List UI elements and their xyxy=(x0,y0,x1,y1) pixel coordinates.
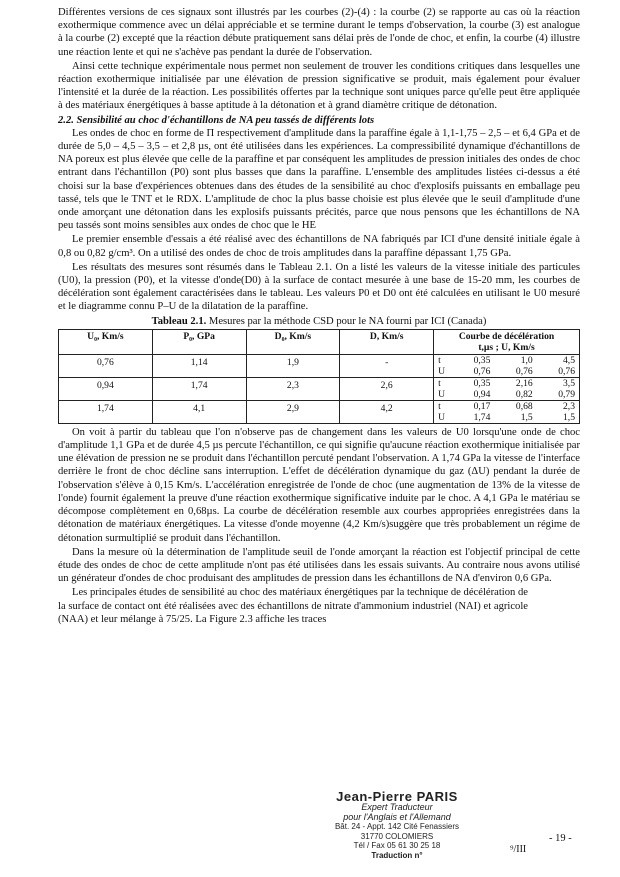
deceleration-value: 0,79 xyxy=(558,388,575,400)
page-number: - 19 - xyxy=(549,833,572,844)
deceleration-label: t xyxy=(438,400,441,412)
stamp-line: 31770 COLOMIERS xyxy=(360,831,434,841)
deceleration-value: 1,74 xyxy=(473,411,491,423)
stamp-line: Tél / Fax 05 61 30 25 18 xyxy=(353,841,441,850)
deceleration-value: 2,3 xyxy=(563,400,575,412)
cell-d: 4,2 xyxy=(340,400,434,423)
measurement-table xyxy=(58,329,580,424)
stamp-line: Traduction n° xyxy=(371,850,423,860)
deceleration-value: 1,5 xyxy=(520,411,533,423)
deceleration-label: t xyxy=(438,354,441,366)
deceleration-value: 0,76 xyxy=(515,365,533,377)
section-heading: 2.2. Sensibilité au choc d'échantillons de NA peu tassés de différents lots xyxy=(58,114,375,126)
deceleration-t-values xyxy=(438,355,575,366)
deceleration-label: t xyxy=(438,377,441,389)
deceleration-value: 3,5 xyxy=(563,377,575,389)
deceleration-label: U xyxy=(438,365,445,377)
deceleration-label: U xyxy=(438,388,445,400)
deceleration-t-values xyxy=(438,378,575,389)
translator-stamp xyxy=(302,791,492,860)
cell-d: 2,6 xyxy=(340,377,434,400)
deceleration-value: 1,5 xyxy=(563,411,575,423)
deceleration-u-values xyxy=(438,366,575,377)
cell-d: - xyxy=(340,354,434,377)
paragraph: On voit à partir du tableau que l'on n'observe pas de changement dans les valeurs de U0 lorsqu'une onde de choc d'amplitude 1,1 GPa et de durée 4,5 µs percute l'échantillon, ce qui signifie qu'aucune réaction exothermique initialisée par une élévation de pression ne se produit dans l'échantillon percuté pendant l'observation. A 1,74 GPa la vitesse de l'interface derrière le front de choc décline sans interruption. L'effet de décélération dynamique du gaz (ΔU) pendant la durée de l'observation s'élève à 0,15 Km/s. L'accélération enregistrée de l'onde de choc (une augmentation de 13% de la vitesse de l'onde) fournit également la preuve d'une réaction exothermique significative induite par le choc. A 4,1 GPa le matériau se décompose complètement en 0,68µs. La courbe de décélération resemble aux courbes appropriées enregistrées dans la détonation de matériaux énergétiques. La vitesse d'onde moyenne (4,2 Km/s)suggère que très probablement un régime de détonation surmultiplié se produit dans l'échantillon. xyxy=(58,426,580,544)
deceleration-label: U xyxy=(438,411,445,423)
header-deceleration xyxy=(434,329,580,354)
table-caption xyxy=(58,315,580,328)
handwritten-note: ⁹/III xyxy=(510,844,527,855)
stamp-line: Expert Traducteur xyxy=(361,802,433,812)
paragraph: Différentes versions de ces signaux sont illustrés par les courbes (2)-(4) : la courbe (2) se rapporte au cas où la réaction exothermique commence avec un délai appréciable et se termine durant le temps d'observation, la courbe (3) est analogue à la courbe (2) excepté que la réaction débute pratiquement sans délai près de l'onde de choc, et enfin, la courbe (4) illustre une réaction lente et qui ne s'achève pas pendant la durée de l'observation. xyxy=(58,7,580,58)
document-page xyxy=(58,6,580,627)
cell-d0: 2,9 xyxy=(246,400,340,423)
paragraph: Ainsi cette technique expérimentale nous permet non seulement de trouver les conditions critiques dans lesquelles une réaction exothermique initialisée par une élévation de pression significative se produit, mais également pour évaluer l'intensité et la durée de la réaction. Les possibilités offertes par la technique sont uniques parce qu'elle peut être appliquée à des matériaux énergétiques à basse aptitude à la détonation et à grand diamètre critique de détonation. xyxy=(58,60,580,112)
paragraph: Le premier ensemble d'essais a été réalisé avec des échantillons de NA fabriqués par ICI d'une densité initiale égale à 0,8 ou 0,82 g/cm³. On a utilisé des ondes de choc de trois amplitudes dans la paraffine dépassant 1,75 GPa. xyxy=(58,234,580,259)
header-deceleration-title: Courbe de décélération xyxy=(458,330,555,342)
stamp-name: Jean-Pierre PARIS xyxy=(336,789,458,804)
header-u0: U₀, Km/s xyxy=(59,329,153,354)
deceleration-value: 2,16 xyxy=(515,377,533,389)
table-caption-label: Tableau 2.1. xyxy=(151,315,207,327)
deceleration-value: 0,68 xyxy=(515,400,533,412)
cell-d0: 1,9 xyxy=(246,354,340,377)
table-row xyxy=(59,400,580,423)
deceleration-value: 0,76 xyxy=(558,365,575,377)
deceleration-value: 1,0 xyxy=(520,354,533,366)
paragraph: Dans la mesure où la détermination de l'amplitude seuil de l'onde amorçant la réaction est l'objectif principal de cette étude des ondes de choc de cette amplitude n'ont pas été utilisées dans les essais suivants. Au contraire nous avons utilisé un générateur d'ondes de choc produisant des amplitudes de pression dans les échantillons de NA d'environ 0,6 GPa. xyxy=(58,546,580,585)
header-p0: P₀, GPa xyxy=(152,329,246,354)
cell-p0: 4,1 xyxy=(152,400,246,423)
deceleration-value: 0,35 xyxy=(473,377,491,389)
deceleration-value: 0,17 xyxy=(473,400,491,412)
deceleration-value: 4,5 xyxy=(563,354,575,366)
cell-deceleration xyxy=(434,377,580,400)
deceleration-value: 0,94 xyxy=(473,388,491,400)
paragraph: Les principales études de sensibilité au choc des matériaux énergétiques par la technique de décélération de la surface de contact ont été réalisées avec des échantillons de nitrate d'ammonium industriel (NAI) et agricole (NAA) et leur mélange à 75/25. La Figure 2.3 affiche les traces xyxy=(58,587,528,625)
deceleration-value: 0,76 xyxy=(473,365,491,377)
table-caption-text: Mesures par la méthode CSD pour le NA fourni par ICI (Canada) xyxy=(206,315,487,327)
cell-u0: 0,76 xyxy=(59,354,153,377)
cell-u0: 1,74 xyxy=(59,400,153,423)
cell-p0: 1,74 xyxy=(152,377,246,400)
cell-u0: 0,94 xyxy=(59,377,153,400)
cell-d0: 2,3 xyxy=(246,377,340,400)
header-d: D, Km/s xyxy=(340,329,434,354)
table-row xyxy=(59,354,580,377)
table-header-row xyxy=(59,329,580,354)
stamp-line: pour l'Anglais et l'Allemand xyxy=(343,811,451,822)
header-deceleration-units: t,µs ; U, Km/s xyxy=(478,341,535,353)
deceleration-u-values xyxy=(438,389,575,400)
cell-deceleration xyxy=(434,354,580,377)
paragraph: Les résultats des mesures sont résumés dans le Tableau 2.1. On a listé les valeurs de la vitesse initiale des particules (U0), la pression (P0), et la vitesse d'onde(D0) à la surface de contact mesurée à une base de 15-20 mm, les courbes de décélération sont également caractérisées dans le tableau. Les valeurs P0 et D0 ont été calculées en utilisant le U0 mesuré et le diagramme connu P–U de la dilatation de la paraffine. xyxy=(58,261,580,313)
table-row xyxy=(59,377,580,400)
stamp-line: Bât. 24 - Appt. 142 Cité Fenassiers xyxy=(334,822,460,831)
deceleration-value: 0,82 xyxy=(515,388,533,400)
deceleration-t-values xyxy=(438,401,575,412)
deceleration-value: 0,35 xyxy=(473,354,491,366)
cell-p0: 1,14 xyxy=(152,354,246,377)
paragraph: Les ondes de choc en forme de Π respectivement d'amplitude dans la paraffine égale à 1,1-1,75 – 2,5 – et 6,4 GPa et de durée de 5,0 – 4,5 – 3,5 – et 2,8 µs, ont été utilisées dans les expériences. La compressibilité dynamique d'échantillons de NA poreux est plus élevée que celle de la paraffine et par conséquent les amplitudes de pression initiales des ondes de choc entrant dans l'échantillon (P0) sont plus basses que dans la paraffine. L'ensemble des amplitudes listées ci-dessus a été choisi sur la base d'expériences obtenues dans des études de la sensibilité au choc d'explosifs puissants en emballage peu tassé, tels que le TNT et le RDX. L'amplitude de choc la plus basse choisie est plus élevée que le seuil d'amplitude d'une onde amorçant une détonation dans les explosifs puissants précités, parce que nous pensons que les échantillons de NA peu tassés sont moins sensibles aux ondes de choc que le HE xyxy=(58,127,580,232)
cell-deceleration xyxy=(434,400,580,423)
header-d0: D₀, Km/s xyxy=(246,329,340,354)
deceleration-u-values xyxy=(438,412,575,423)
